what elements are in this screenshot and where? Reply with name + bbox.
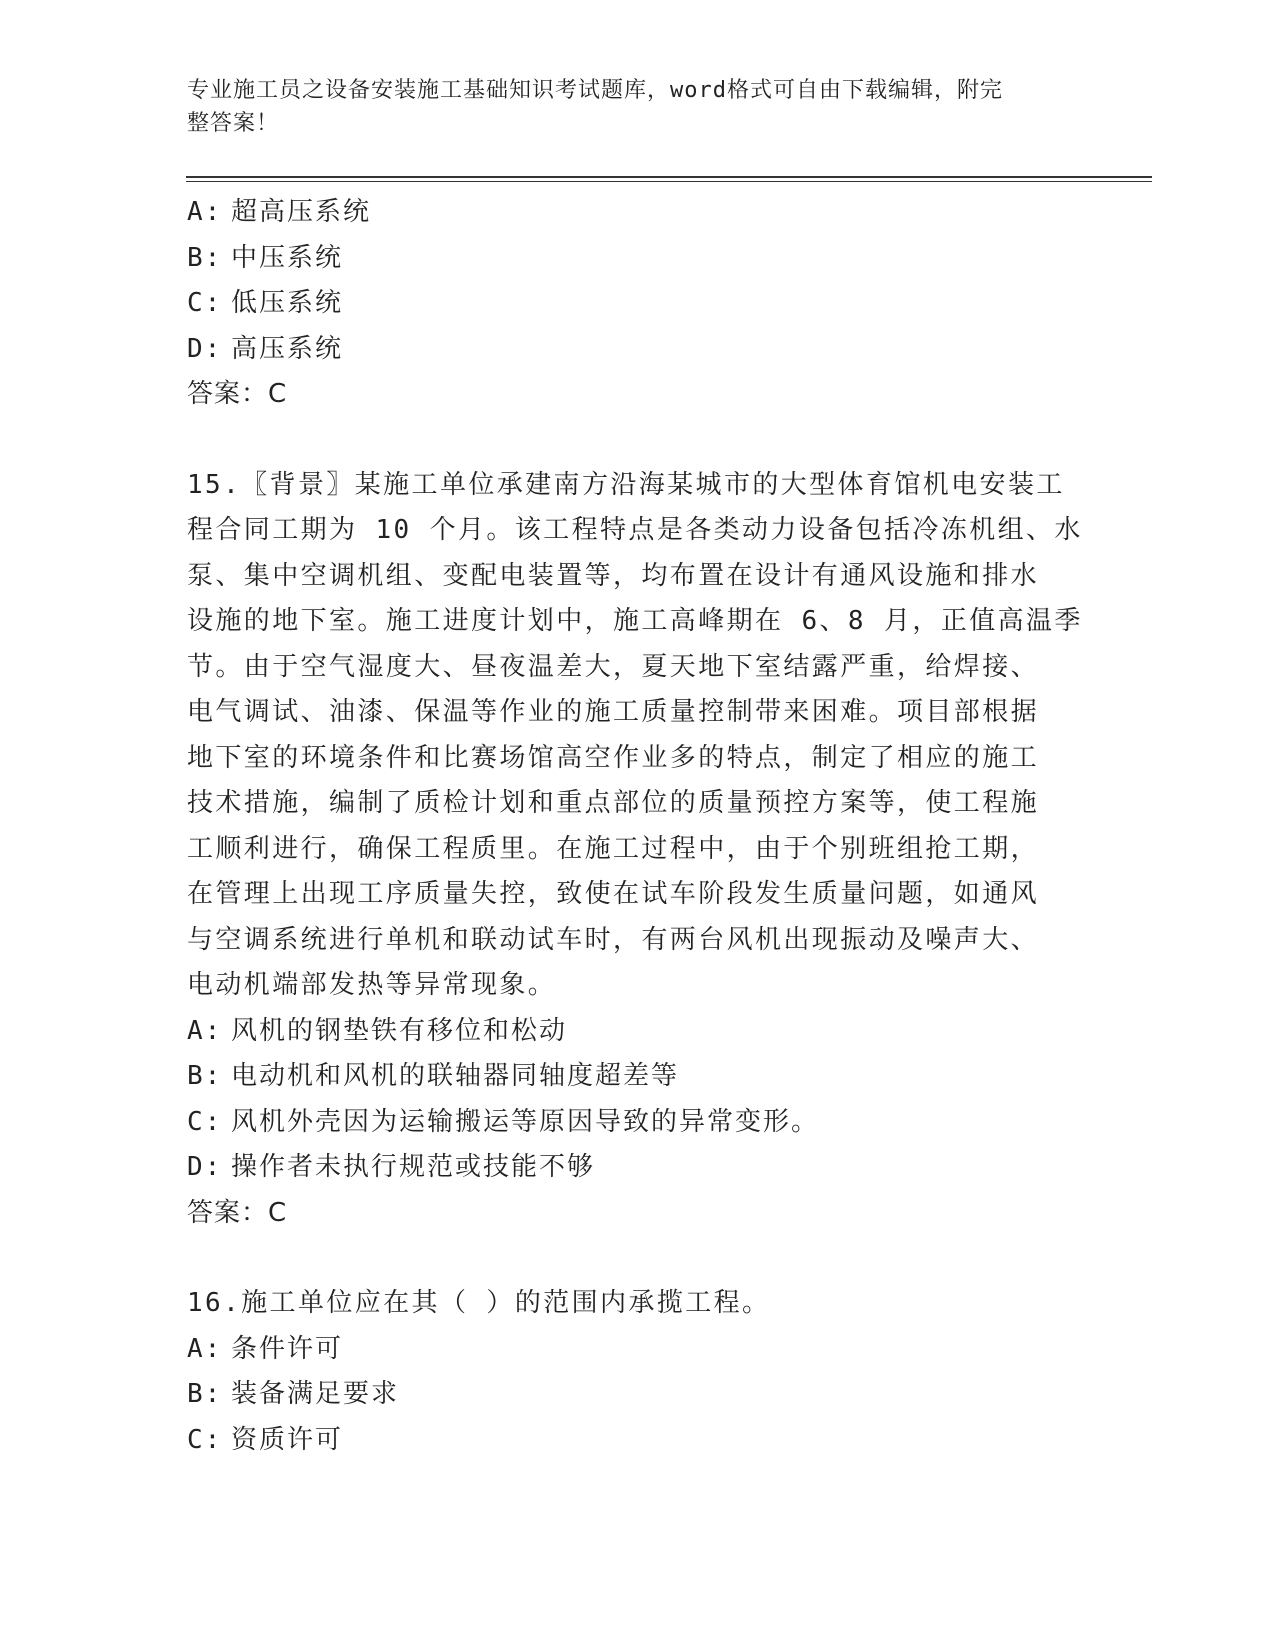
document-header: [187, 74, 1067, 140]
option-letter: C:: [187, 1424, 223, 1455]
option-row: [187, 327, 1087, 373]
option-text: 条件许可: [231, 1333, 344, 1364]
option-text: 操作者未执行规范或技能不够: [231, 1152, 596, 1182]
answer-line: 答案：C: [187, 1197, 288, 1228]
question-stem-line: 在管理上出现工序质量失控，致使在试车阶段发生质量问题，如通风: [187, 879, 1040, 909]
option-text: 资质许可: [231, 1424, 344, 1455]
option-letter: A:: [187, 1015, 223, 1046]
option-text: 低压系统: [231, 288, 344, 318]
question-content: [187, 190, 1087, 1463]
option-row: [187, 1327, 1087, 1373]
option-row: [187, 1054, 1087, 1100]
question-stem-line: 技术措施，编制了质检计划和重点部位的质量预控方案等，使工程施: [187, 788, 1040, 818]
question-16: [187, 1281, 1087, 1463]
option-row: [187, 1145, 1087, 1191]
question-stem-line: 泵、集中空调机组、变配电装置等，均布置在设计有通风设施和排水: [187, 560, 1040, 591]
option-letter: A:: [187, 1333, 223, 1364]
spacer: [187, 418, 1087, 463]
option-letter: C:: [187, 288, 223, 318]
option-row: [187, 190, 1087, 236]
option-letter: D:: [187, 333, 223, 364]
answer-line: 答案：C: [187, 379, 288, 409]
option-row: [187, 1418, 1087, 1464]
option-letter: D:: [187, 1152, 223, 1182]
option-text: 中压系统: [231, 242, 344, 273]
header-line-1: 专业施工员之设备安装施工基础知识考试题库，word格式可自由下载编辑，附完: [187, 78, 1003, 103]
question-stem-line: 节。由于空气湿度大、昼夜温差大，夏天地下室结露严重，给焊接、: [187, 651, 1040, 682]
question-stem-line: 15.〖背景〗某施工单位承建南方沿海某城市的大型体育馆机电安装工: [187, 469, 1065, 500]
option-text: 高压系统: [231, 333, 344, 364]
spacer: [187, 1236, 1087, 1281]
question-stem-line: 电气调试、油漆、保温等作业的施工质量控制带来困难。项目部根据: [187, 697, 1040, 727]
question-stem-line: 工顺利进行，确保工程质里。在施工过程中，由于个别班组抢工期，: [187, 833, 1040, 864]
question-stem-line: 地下室的环境条件和比赛场馆高空作业多的特点，制定了相应的施工: [187, 742, 1040, 773]
option-letter: B:: [187, 242, 223, 273]
option-row: [187, 236, 1087, 282]
option-text: 超高压系统: [231, 197, 372, 227]
option-text: 装备满足要求: [231, 1379, 400, 1409]
question-15: [187, 463, 1087, 1237]
question-14-options: [187, 190, 1087, 418]
option-row: [187, 281, 1087, 327]
header-rule-thin: [186, 181, 1152, 182]
question-stem-line: 16.施工单位应在其（ ）的范围内承揽工程。: [187, 1288, 771, 1318]
option-text: 风机的钢垫铁有移位和松动: [231, 1015, 568, 1046]
option-letter: B:: [187, 1379, 223, 1409]
option-row: [187, 1372, 1087, 1418]
option-letter: A:: [187, 197, 223, 227]
option-letter: C:: [187, 1106, 223, 1137]
header-line-2: 整答案！: [187, 111, 280, 136]
option-text: 电动机和风机的联轴器同轴度超差等: [231, 1061, 680, 1091]
option-letter: B:: [187, 1061, 223, 1091]
option-row: [187, 1100, 1087, 1146]
question-stem-line: 设施的地下室。施工进度计划中，施工高峰期在 6、8 月，正值高温季: [187, 606, 1083, 636]
option-text: 风机外壳因为运输搬运等原因导致的异常变形。: [231, 1106, 820, 1137]
question-stem-line: 与空调系统进行单机和联动试车时，有两台风机出现振动及噪声大、: [187, 924, 1040, 955]
header-rule-thick: [186, 176, 1152, 178]
question-stem-line: 电动机端部发热等异常现象。: [187, 970, 557, 1000]
option-row: [187, 1009, 1087, 1055]
question-stem-line: 程合同工期为 10 个月。该工程特点是各类动力设备包括冷冻机组、水: [187, 515, 1083, 545]
